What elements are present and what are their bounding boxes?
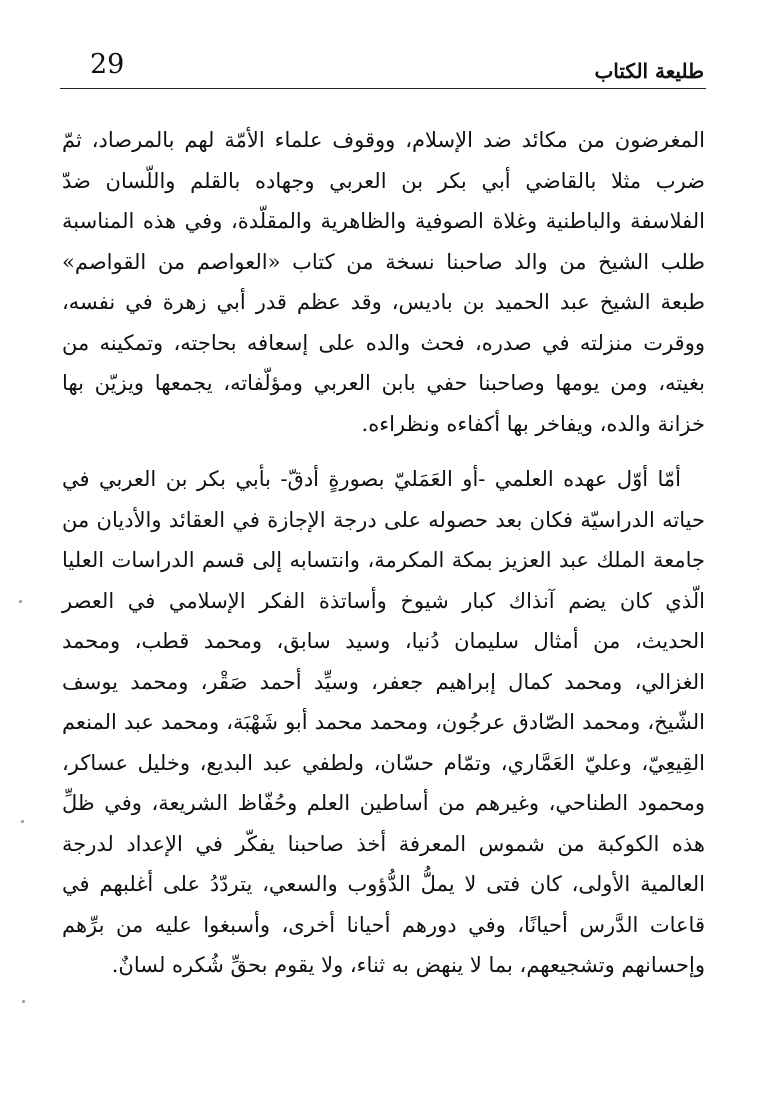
scan-speck — [19, 600, 22, 603]
header-rule — [60, 88, 706, 89]
body-text — [62, 120, 705, 986]
running-title: طليعة الكتاب — [594, 59, 704, 83]
paragraph-1: المغرضون من مكائد ضد الإسلام، ووقوف علماء الأمّة لهم بالمرصاد، ثمّ ضرب مثلا بالقاضي أبي بكر بن العربي وجهاده بالقلم واللّسان ضدّ الفلاسفة والباطنية وغلاة الصوفية والظاهرية والمقلّدة، وفي هذه المناسبة طلب الشيخ من والد صاحبنا نسخة من كتاب «العواصم من القواصم» طبعة الشيخ عبد الحميد بن باديس، وقد عظم قدر أبي زهرة في نفسه، ووقرت منزلته في صدره، فحث والده على إسعافه بحاجته، وتمكينه من بغيته، ومن يومها وصاحبنا حفي بابن العربي ومؤلّفاته، يجمعها ويزيّن بها خزانة والده، ويفاخر بها أكفاءه ونظراءه. — [62, 128, 705, 436]
scan-speck — [22, 1000, 25, 1003]
page-header — [60, 44, 706, 88]
scan-speck — [21, 820, 24, 823]
paragraph-2: أمّا أوّل عهده العلمي -أو العَمَليّ بصورةٍ أدقّ- بأبي بكر بن العربي في حياته الدراسيّة فكان بعد حصوله على درجة الإجازة في العقائد والأديان من جامعة الملك عبد العزيز بمكة المكرمة، وانتسابه إلى قسم الدراسات العليا الّذي كان يضم آنذاك كبار شيوخ وأساتذة الفكر الإسلامي في العصر الحديث، من أمثال سليمان دُنيا، وسيد سابق، ومحمد قطب، ومحمد الغزالي، ومحمد كمال إبراهيم جعفر، وسيِّد أحمد صَقْر، ومحمد يوسف الشّيخ، ومحمد الصّادق عرجُون، ومحمد محمد أبو شَهْبَة، ومحمد عبد المنعم القِيعِيّ، وعليّ العَمَّاري، وتمّام حسّان، ولطفي عبد البديع، وخليل عساكر، ومحمود الطناحي، وغيرهم من أساطين العلم وحُفّاظ الشريعة، وفي ظلِّ هذه الكوكبة من شموس المعرفة أخذ صاحبنا يفكّر في الإعداد لدرجة العالمية الأولى، كان فتى لا يملُّ الدُّؤوب والسعي، يتردّدُ على أغلبهم في قاعات الدَّرس أحيانًا، وفي دورهم أحيانا أخرى، وأسبغوا عليه من برِّهم وإحسانهم وتشجيعهم، بما لا ينهض به ثناء، ولا يقوم بحقِّ شُكره لسانٌ. — [62, 467, 705, 977]
page-number: 29 — [90, 49, 125, 80]
